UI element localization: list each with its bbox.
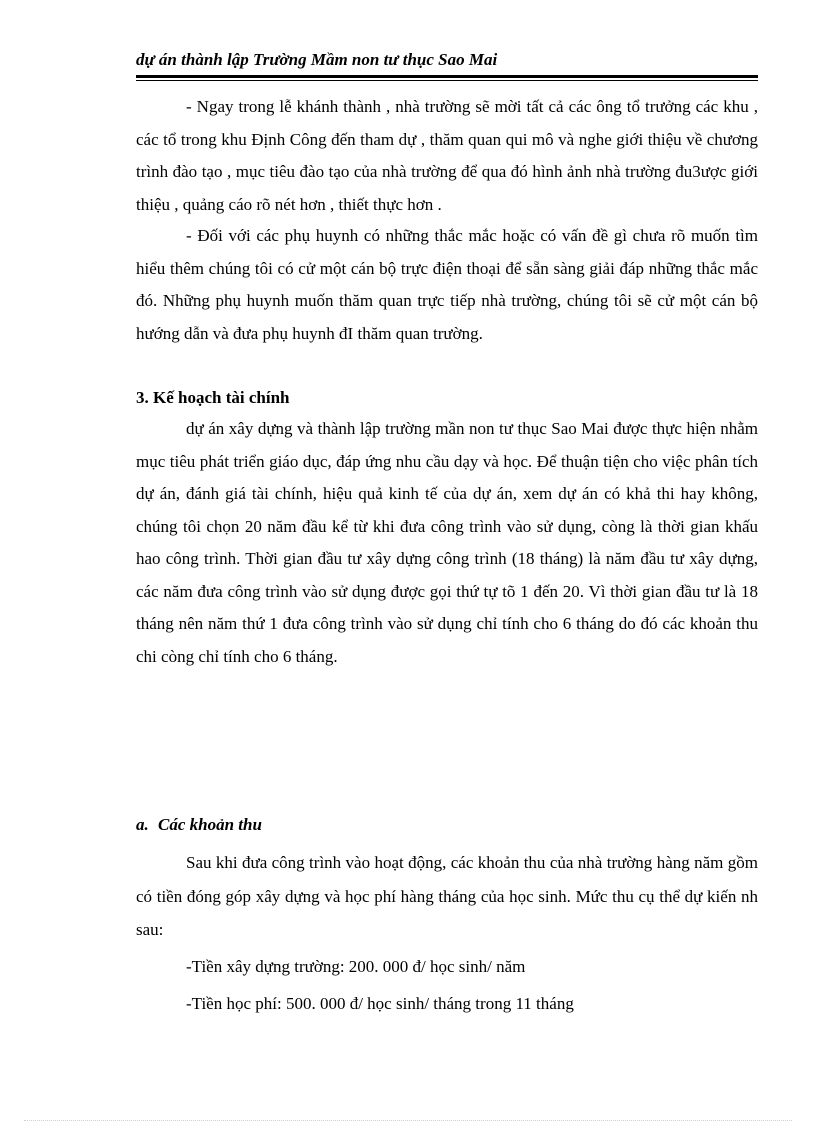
subsection-number: a. — [136, 815, 149, 834]
list-item-construction-fee: -Tiền xây dựng trường: 200. 000 đ/ học sinh/ năm — [186, 957, 526, 976]
paragraph-revenue-intro: Sau khi đưa công trình vào hoạt động, các khoản thu của nhà trường hàng năm gồm có tiền đóng góp xây dựng và học phí hàng tháng của học sinh. Mức thu cụ thể dự kiến nh sau: — [136, 853, 758, 939]
section-heading-financial-plan: 3. Kế hoạch tài chính — [136, 388, 290, 407]
paragraph-parent-inquiries: - Đối với các phụ huynh có những thắc mắc hoặc có vấn đề gì chưa rõ muốn tìm hiểu thêm chúng tôi có cử một cán bộ trực điện thoại để sẵn sàng giải đáp những thắc mắc đó. Những phụ huynh muốn thăm quan trực tiếp nhà trường, chúng tôi sẽ cử một cán bộ hướng dẫn và đưa phụ huynh đI thăm quan trường. — [136, 226, 758, 343]
header-rule-thin — [136, 80, 758, 81]
subsection-title: Các khoản thu — [158, 815, 262, 834]
subsection-heading-revenues — [136, 814, 758, 836]
list-item-tuition-fee: -Tiền học phí: 500. 000 đ/ học sinh/ tháng trong 11 tháng — [186, 994, 574, 1013]
paragraph-opening-ceremony: - Ngay trong lễ khánh thành , nhà trường sẽ mời tất cả các ông tổ trưởng các khu , các tổ trong khu Định Công đến tham dự , thăm quan qui mô và nghe giới thiệu về chương trình đào tạo , mục tiêu đào tạo của nhà trường để qua đó hình ảnh nhà trường đu3ược giới thiệu , quảng cáo rõ nét hơn , thiết thực hơn . — [136, 97, 758, 214]
header-rule-thick — [136, 75, 758, 78]
page-bottom-border — [24, 1120, 792, 1121]
paragraph-financial-analysis: dự án xây dựng và thành lập trường mần non tư thục Sao Mai được thực hiện nhằm mục tiêu phát triển giáo dục, đáp ứng nhu cầu dạy và học. Để thuận tiện cho việc phân tích dự án, đánh giá tài chính, hiệu quả kinh tế của dự án, xem dự án có khả thi hay không, chúng tôi chọn 20 năm đầu kể từ khi đưa công trình vào sử dụng, còng là thời gian khấu hao công trình. Thời gian đầu tư xây dựng công trình (18 tháng) là năm đầu tư xây dựng, các năm đưa công trình vào sử dụng được gọi thứ tự tõ 1 đến 20. Vì thời gian đầu tư là 18 tháng nên năm thứ 1 đưa công trình vào sử dụng chỉ tính cho 6 tháng do đó các khoản thu chi còng chỉ tính cho 6 tháng. — [136, 419, 758, 666]
page-header-title: dự án thành lập Trường Mầm non tư thục Sao Mai — [136, 50, 498, 69]
